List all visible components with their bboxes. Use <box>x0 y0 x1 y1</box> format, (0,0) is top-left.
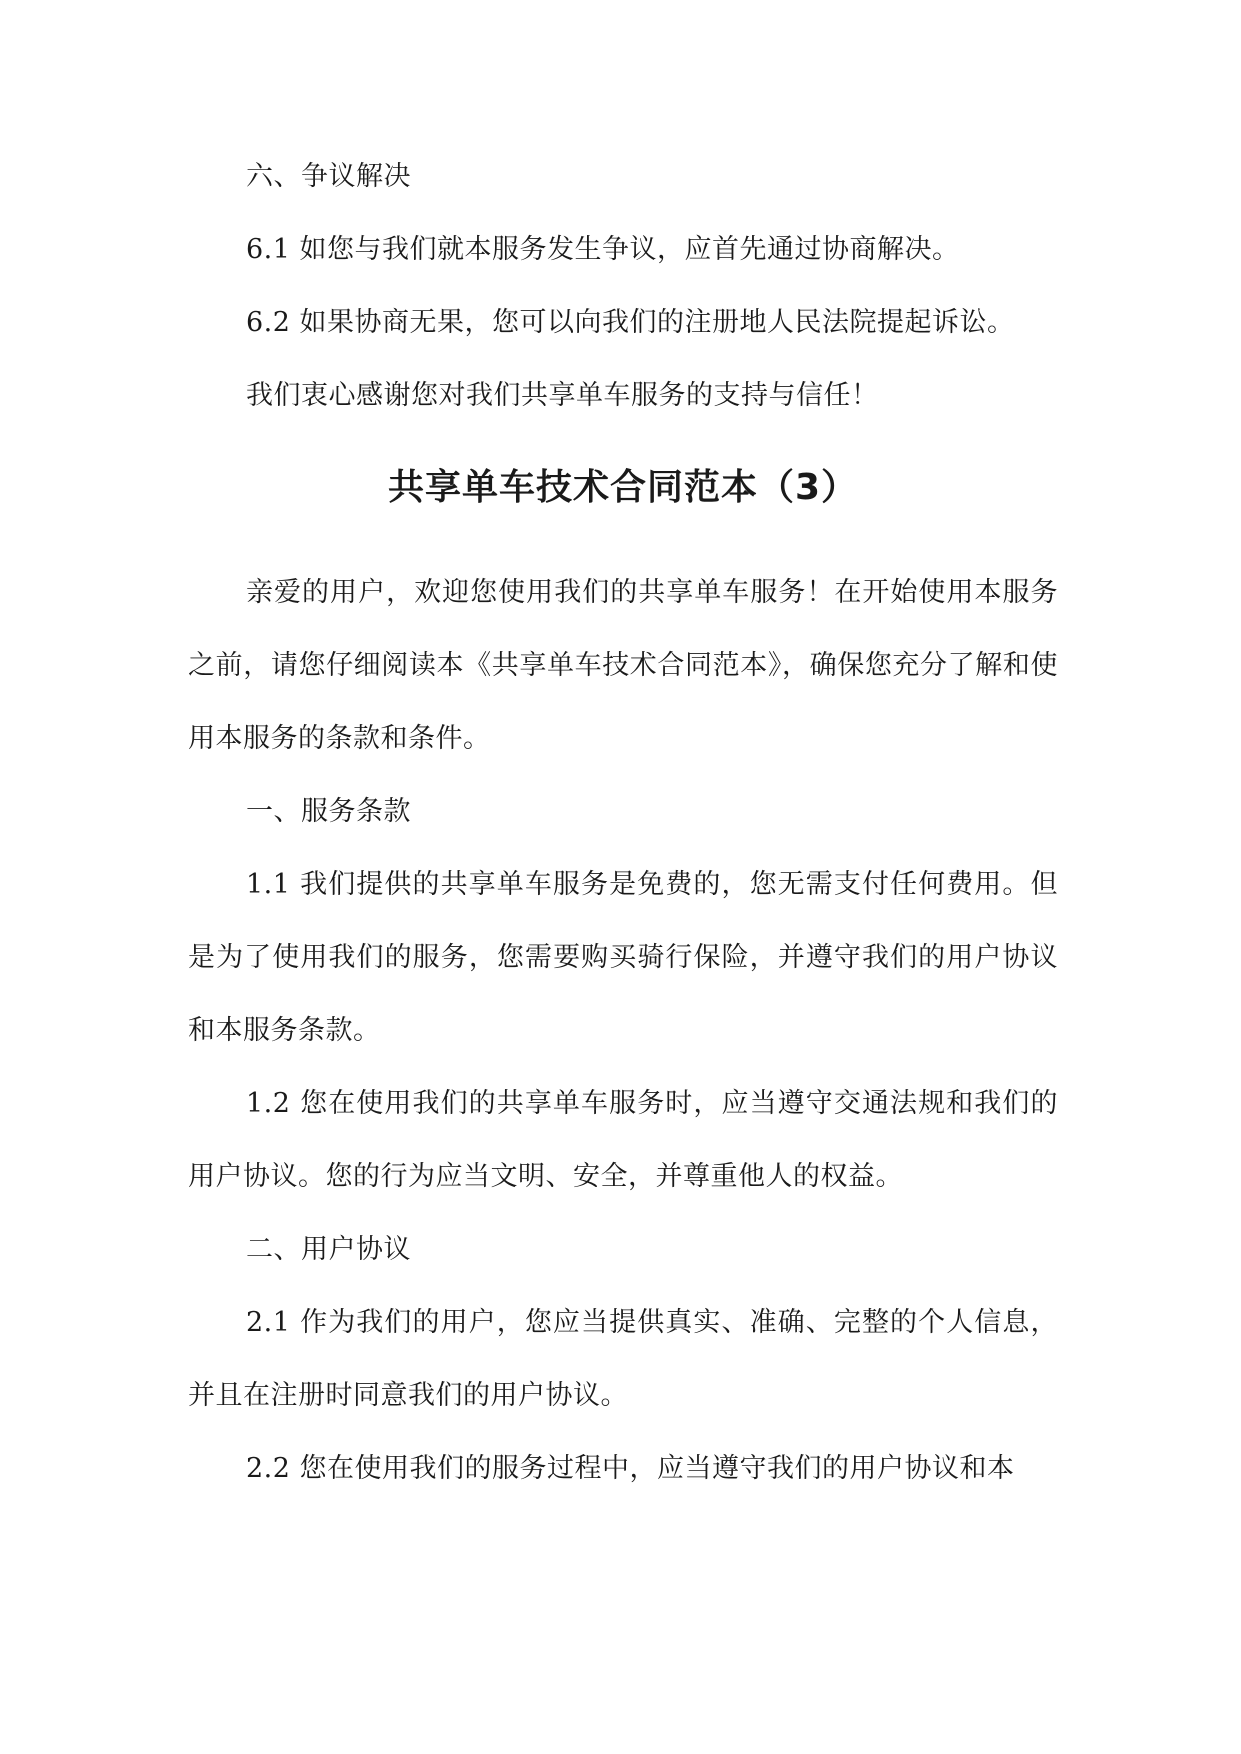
clause-1-2: 1.2 您在使用我们的共享单车服务时，应当遵守交通法规和我们的用户协议。您的行为应当文明、安全，并尊重他人的权益。 <box>188 1088 1058 1192</box>
clause-6-2: 6.2 如果协商无果，您可以向我们的注册地人民法院提起诉讼。 <box>246 307 1015 338</box>
section-heading-user-agreement: 二、用户协议 <box>246 1234 411 1265</box>
clause-2-1: 2.1 作为我们的用户，您应当提供真实、准确、完整的个人信息，并且在注册时同意我们的用户协议。 <box>188 1307 1058 1411</box>
closing-text: 我们衷心感谢您对我们共享单车服务的支持与信任！ <box>246 380 879 411</box>
document-body <box>188 140 1058 1505</box>
clause-6-1: 6.1 如您与我们就本服务发生争议，应首先通过协商解决。 <box>246 234 960 265</box>
section-heading-service-terms: 一、服务条款 <box>246 796 411 827</box>
clause-1-1: 1.1 我们提供的共享单车服务是免费的，您无需支付任何费用。但是为了使用我们的服务，您需要购买骑行保险，并遵守我们的用户协议和本服务条款。 <box>188 869 1058 1046</box>
intro-paragraph: 亲爱的用户，欢迎您使用我们的共享单车服务！在开始使用本服务之前，请您仔细阅读本《共享单车技术合同范本》，确保您充分了解和使用本服务的条款和条件。 <box>188 577 1058 754</box>
clause-2-2: 2.2 您在使用我们的服务过程中，应当遵守我们的用户协议和本 <box>246 1453 1015 1484</box>
section-heading-dispute: 六、争议解决 <box>246 161 411 192</box>
document-title: 共享单车技术合同范本（3） <box>387 467 859 508</box>
